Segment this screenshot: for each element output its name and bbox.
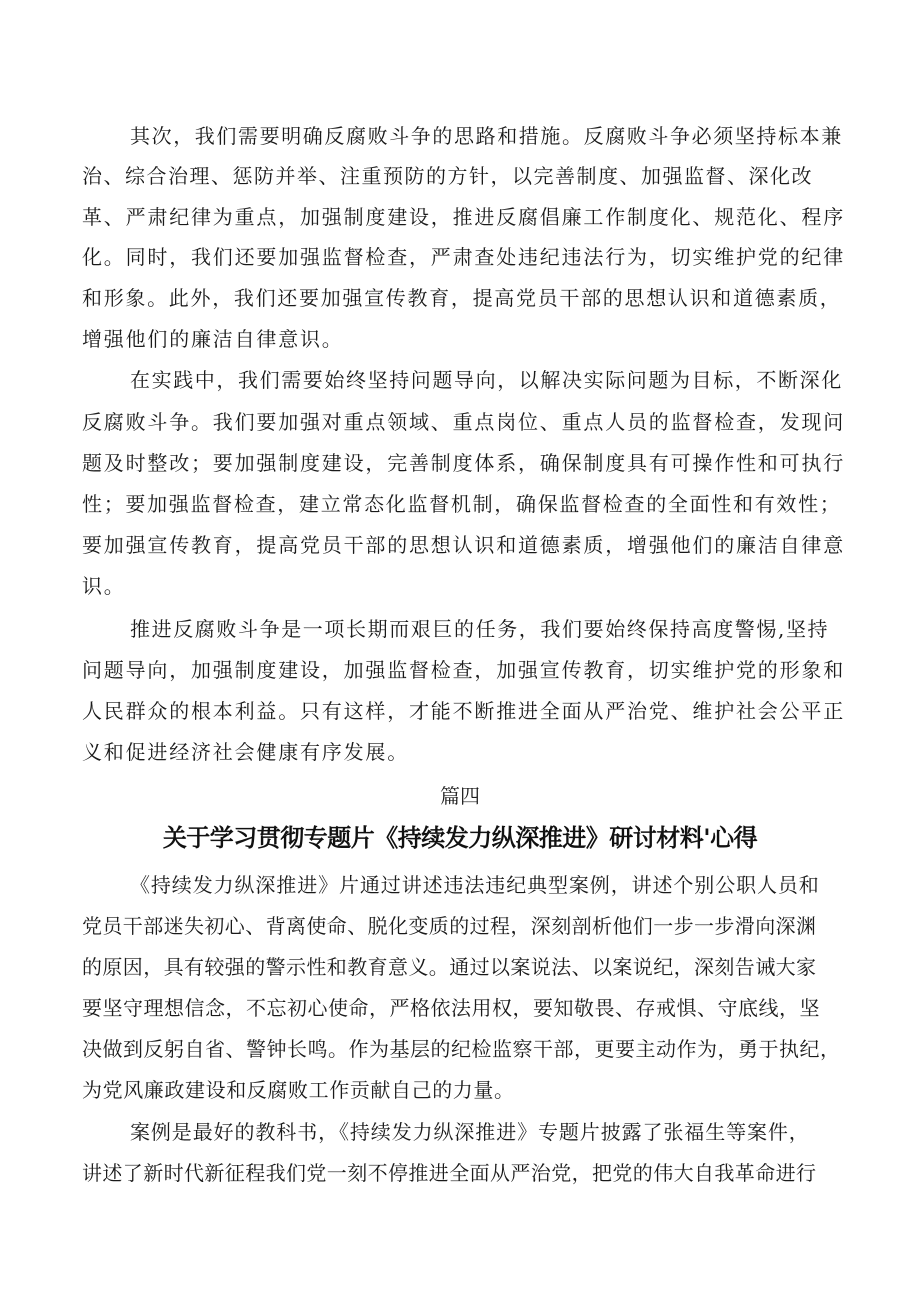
section-label: 篇四 bbox=[440, 784, 480, 808]
paragraph-line: 的原因，具有较强的警示性和教育意义。通过以案说法、以案说纪，深刻告诫大家 bbox=[82, 955, 817, 979]
section-title: 关于学习贯彻专题片《持续发力纵深推进》研讨材料'心得 bbox=[162, 824, 758, 852]
paragraph-line: 识。 bbox=[82, 574, 126, 598]
paragraph-line: 在实践中，我们需要始终坚持问题导向，以解决实际问题为目标，不断深化 bbox=[130, 368, 843, 392]
paragraph-line: 党员干部迷失初心、背离使命、脱化变质的过程，深刻剖析他们一步一步滑向深渊 bbox=[82, 914, 817, 938]
paragraph-line: 反腐败斗争。我们要加强对重点领域、重点岗位、重点人员的监督检查，发现问 bbox=[82, 410, 845, 434]
paragraph-line: 增强他们的廉洁自律意识。 bbox=[82, 327, 344, 351]
paragraph-line: 和形象。此外，我们还要加强宣传教育，提高党员干部的思想认识和道德素质， bbox=[82, 286, 842, 310]
paragraph-line: 人民群众的根本利益。只有这样，才能不断推进全面从严治党、维护社会公平正 bbox=[82, 699, 845, 723]
paragraph-line: 为党风廉政建设和反腐败工作贡献自己的力量。 bbox=[82, 1078, 515, 1102]
paragraph-line: 要加强宣传教育，提高党员干部的思想认识和道德素质，增强他们的廉洁自律意 bbox=[82, 533, 845, 557]
paragraph-line: 《持续发力纵深推进》片通过讲述违法违纪典型案例，讲述个别公职人员和 bbox=[130, 873, 820, 897]
paragraph-line: 讲述了新时代新征程我们党一刻不停推进全面从严治党，把党的伟大自我革命进行 bbox=[82, 1161, 817, 1185]
paragraph-line: 治、综合治理、惩防并举、注重预防的方针，以完善制度、加强监督、深化改 bbox=[82, 164, 813, 188]
paragraph-line: 革、严肃纪律为重点，加强制度建设，推进反腐倡廉工作制度化、规范化、程序 bbox=[82, 205, 845, 229]
paragraph-line: 问题导向，加强制度建设，加强监督检查，加强宣传教育，切实维护党的形象和 bbox=[82, 658, 845, 682]
paragraph-line: 要坚守理想信念，不忘初心使命，严格依法用权，要知敬畏、存戒惧、守底线，坚 bbox=[82, 996, 820, 1020]
paragraph-line: 其次，我们需要明确反腐败斗争的思路和措施。反腐败斗争必须坚持标本兼 bbox=[130, 124, 843, 148]
paragraph-line: 题及时整改；要加强制度建设，完善制度体系，确保制度具有可操作性和可执行 bbox=[82, 451, 845, 475]
paragraph-line: 化。同时，我们还要加强监督检查，严肃查处违纪违法行为，切实维护党的纪律 bbox=[82, 245, 845, 269]
paragraph-line: 案例是最好的教科书，《持续发力纵深推进》专题片披露了张福生等案件， bbox=[130, 1120, 810, 1144]
paragraph-line: 推进反腐败斗争是一项长期而艰巨的任务，我们要始终保持高度警惕,坚持 bbox=[130, 617, 830, 641]
paragraph-line: 决做到反躬自省、警钟长鸣。作为基层的纪检监察干部，更要主动作为，勇于执纪， bbox=[82, 1037, 841, 1061]
paragraph-line: 性；要加强监督检查，建立常态化监督机制，确保监督检查的全面性和有效性； bbox=[82, 492, 842, 516]
paragraph-line: 义和促进经济社会健康有序发展。 bbox=[82, 740, 409, 764]
